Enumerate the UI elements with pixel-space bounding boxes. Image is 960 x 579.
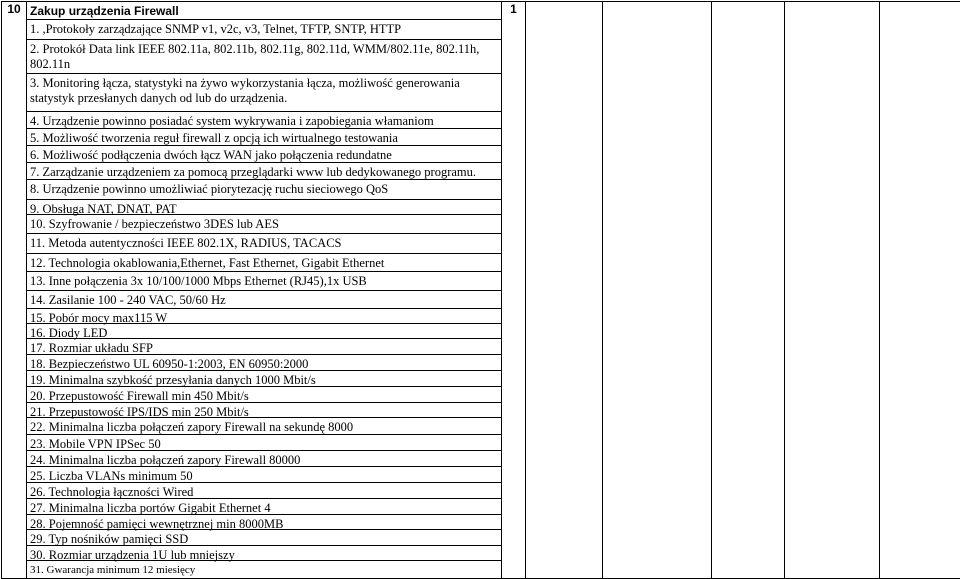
spec-item-14: 14. Zasilanie 100 - 240 VAC, 50/60 Hz	[27, 291, 501, 309]
spec-item-25: 25. Liczba VLANs minimum 50	[27, 467, 501, 483]
item-title: Zakup urządzenia Firewall	[27, 2, 501, 20]
spec-item-6: 6. Możliwość podłączenia dwóch łącz WAN jako połączenia redundatne	[27, 146, 501, 163]
spec-item-11: 11. Metoda autentyczności IEEE 802.1X, RADIUS, TACACS	[27, 234, 501, 254]
spec-item-29: 29. Typ nośników pamięci SSD	[27, 530, 501, 546]
spec-item-19: 19. Minimalna szybkość przesyłania danych 1000 Mbit/s	[27, 371, 501, 387]
spec-item-7: 7. Zarządzanie urządzeniem za pomocą przeglądarki www lub dedykowanego programu.	[27, 163, 501, 180]
spec-list	[27, 20, 501, 578]
spec-item-3: 3. Monitoring łącza, statystyki na żywo wykorzystania łącza, możliwość generowania statystyk przesłanych danych od lub do urządzenia.	[27, 74, 501, 112]
spec-item-31: 31. Gwarancja minimum 12 miesięcy	[27, 561, 501, 578]
spec-item-20: 20. Przepustowość Firewall min 450 Mbit/s	[27, 387, 501, 403]
spec-item-13: 13. Inne połączenia 3x 10/100/1000 Mbps Ethernet (RJ45),1x USB	[27, 272, 501, 291]
spec-item-9: 9. Obsługa NAT, DNAT, PAT	[27, 200, 501, 215]
spec-item-10: 10. Szyfrowanie / bezpieczeństwo 3DES lub AES	[27, 215, 501, 234]
spec-item-27: 27. Minimalna liczba portów Gigabit Ethernet 4	[27, 499, 501, 515]
quantity-cell: 1	[502, 2, 525, 579]
spec-item-24: 24. Minimalna liczba połączeń zapory Firewall 80000	[27, 451, 501, 467]
empty-cell	[711, 2, 784, 579]
empty-cell	[525, 2, 602, 579]
spec-item-28: 28. Pojemność pamięci wewnętrznej min 8000MB	[27, 515, 501, 530]
spec-item-15: 15. Pobór mocy max115 W	[27, 309, 501, 324]
table-row	[2, 2, 960, 579]
spec-item-1: 1. ,Protokoły zarządzające SNMP v1, v2c, v3, Telnet, TFTP, SNTP, HTTP	[27, 20, 501, 40]
empty-cell	[602, 2, 711, 579]
spec-item-18: 18. Bezpieczeństwo UL 60950-1:2003, EN 60950:2000	[27, 355, 501, 371]
spec-item-22: 22. Minimalna liczba połączeń zapory Firewall na sekundę 8000	[27, 418, 501, 435]
spec-item-16: 16. Diody LED	[27, 324, 501, 339]
spec-item-17: 17. Rozmiar układu SFP	[27, 339, 501, 355]
spec-item-2: 2. Protokół Data link IEEE 802.11a, 802.11b, 802.11g, 802.11d, WMM/802.11e, 802.11h, 802.11n	[27, 40, 501, 74]
row-number: 10	[2, 2, 27, 579]
spec-item-5: 5. Możliwość tworzenia reguł firewall z opcją ich wirtualnego testowania	[27, 129, 501, 146]
spec-item-8: 8. Urządzenie powinno umożliwiać piorytezację ruchu sieciowego QoS	[27, 180, 501, 200]
spec-item-23: 23. Mobile VPN IPSec 50	[27, 435, 501, 451]
empty-cell	[784, 2, 879, 579]
spec-item-12: 12. Technologia okablowania,Ethernet, Fast Ethernet, Gigabit Ethernet	[27, 254, 501, 272]
empty-cell	[879, 2, 960, 579]
spec-item-30: 30. Rozmiar urządzenia 1U lub mniejszy	[27, 546, 501, 561]
spec-item-21: 21. Przepustowość IPS/IDS min 250 Mbit/s	[27, 403, 501, 418]
item-cell	[27, 2, 502, 579]
spec-item-4: 4. Urządzenie powinno posiadać system wykrywania i zapobiegania włamaniom	[27, 112, 501, 129]
spec-item-26: 26. Technologia łączności Wired	[27, 483, 501, 499]
specification-table	[1, 1, 960, 579]
